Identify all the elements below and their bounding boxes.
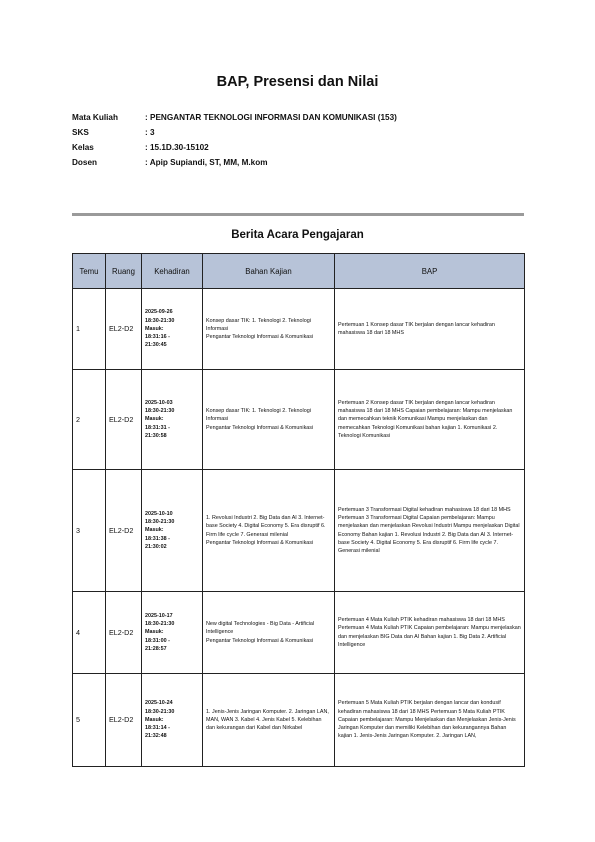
meeting-number: 3 [73, 470, 106, 592]
table-row [73, 370, 525, 470]
attendance-time: 2025-10-10 18:30-21:30 Masuk: 18:31:38 - 21:30:02 [142, 470, 203, 592]
bap-text: Pertemuan 4 Mata Kuliah PTIK kehadiran mahasiswa 18 dari 18 MHS Pertemuan 4 Mata Kuliah PTIK Capaian pembelajaran: Mampu menjelaskan dan menjelaskan BIG Data dan AI Bahan kajian 1. Big Data 2. Artificial Intelligence [335, 592, 525, 674]
meeting-number: 1 [73, 289, 106, 370]
table-row [73, 289, 525, 370]
info-row-course [72, 110, 397, 125]
column-header-material: Bahan Kajian [203, 254, 335, 289]
attendance-time: 2025-09-26 18:30-21:30 Masuk: 18:31:16 - 21:30:45 [142, 289, 203, 370]
meeting-number: 2 [73, 370, 106, 470]
info-label: Dosen [72, 158, 98, 167]
info-value: : PENGANTAR TEKNOLOGI INFORMASI DAN KOMUNIKASI (153) [145, 113, 397, 122]
room: EL2-D2 [106, 592, 142, 674]
room: EL2-D2 [106, 289, 142, 370]
material: Konsep dasar TIK: 1. Teknologi 2. Teknologi Informasi Pengantar Teknologi Informasi & Komunikasi [203, 370, 335, 470]
table-header-row [73, 254, 525, 289]
info-row-class [72, 140, 397, 155]
bap-text: Pertemuan 1 Konsep dasar TIK berjalan dengan lancar kehadiran mahasiswa 18 dari 18 MHS [335, 289, 525, 370]
bap-text: Pertemuan 2 Konsep dasar TIK berjalan dengan lancar kehadiran mahasiswa 18 dari 18 MHS Capaian pembelajaran: Mampu menjelaskan dan memecahkan teknik Komunikasi Mampu menjelaskan dan memecahkan Teknologi Komunikasi bahan kajian 1. Komunikasi 2. Teknologi Komunikasi [335, 370, 525, 470]
room: EL2-D2 [106, 674, 142, 767]
column-header-meeting: Temu [73, 254, 106, 289]
bap-text: Pertemuan 3 Transformasi Digital kehadiran mahasiswa 18 dari 18 MHS Pertemuan 3 Transformasi Digital Capaian pembelajaran: Mampu menjelaskan dan menjelaskan Revolusi Industri Mampu menjelaskan Digital Economy Bahan kajian 1. Revolusi Industri 2. Big Data dan AI 3. Internet-base Society 4. Digital Economy 5. Era disruptif 6. Firm life cycle 7. Generasi milenial [335, 470, 525, 592]
section-title: Berita Acara Pengajaran [231, 229, 364, 241]
column-header-bap: BAP [335, 254, 525, 289]
table-row [73, 674, 525, 767]
info-row-lecturer [72, 155, 397, 170]
attendance-time: 2025-10-24 18:30-21:30 Masuk: 18:31:14 - 21:32:48 [142, 674, 203, 767]
room: EL2-D2 [106, 370, 142, 470]
info-label: Kelas [72, 143, 94, 152]
info-value: : Apip Supiandi, ST, MM, M.kom [145, 158, 268, 167]
room: EL2-D2 [106, 470, 142, 592]
attendance-time: 2025-10-17 18:30-21:30 Masuk: 18:31:00 - 21:28:57 [142, 592, 203, 674]
meeting-number: 5 [73, 674, 106, 767]
info-label: SKS [72, 128, 89, 137]
page-title: BAP, Presensi dan Nilai [216, 74, 379, 90]
info-value: : 3 [145, 128, 155, 137]
info-value: : 15.1D.30-15102 [145, 143, 209, 152]
material: Konsep dasar TIK: 1. Teknologi 2. Teknologi Informasi Pengantar Teknologi Informasi & Komunikasi [203, 289, 335, 370]
material: 1. Revolusi Industri 2. Big Data dan AI 3. Internet-base Society 4. Digital Economy 5. Era disruptif 6. Firm life cycle 7. Generasi milenial Pengantar Teknologi Informasi & Komunikasi [203, 470, 335, 592]
column-header-attendance: Kehadiran [142, 254, 203, 289]
bap-text: Pertemuan 5 Mata Kuliah PTIK berjalan dengan lancar dan kondusif kehadiran mahasiswa 18 dari 18 MHS Pertemuan 5 Mata Kuliah PTIK Capaian pembelajaran: Mampu Menjelaskan dan Menjelaskan Jenis-Jenis Jaringan Komputer dan memiliki Kelebihan dan kekurangannya Bahan kajian 1. Jenis-Jenis Jaringan Komputer. 2. Jaringan LAN, [335, 674, 525, 767]
attendance-time: 2025-10-03 18:30-21:30 Masuk: 18:31:31 - 21:30:58 [142, 370, 203, 470]
info-row-sks [72, 125, 397, 140]
teaching-report-table [72, 253, 525, 767]
table-row [73, 470, 525, 592]
material: New digital Technologies - Big Data - Artificial Intelligence Pengantar Teknologi Informasi & Komunikasi [203, 592, 335, 674]
meeting-number: 4 [73, 592, 106, 674]
section-divider [72, 213, 524, 216]
course-info [72, 110, 397, 170]
column-header-room: Ruang [106, 254, 142, 289]
table-row [73, 592, 525, 674]
material: 1. Jenis-Jenis Jaringan Komputer. 2. Jaringan LAN, MAN, WAN 3. Kabel 4. Jenis Kabel 5. Kelebihan dan kekurangan dari Kabel dan Nirkabel [203, 674, 335, 767]
info-label: Mata Kuliah [72, 113, 118, 122]
